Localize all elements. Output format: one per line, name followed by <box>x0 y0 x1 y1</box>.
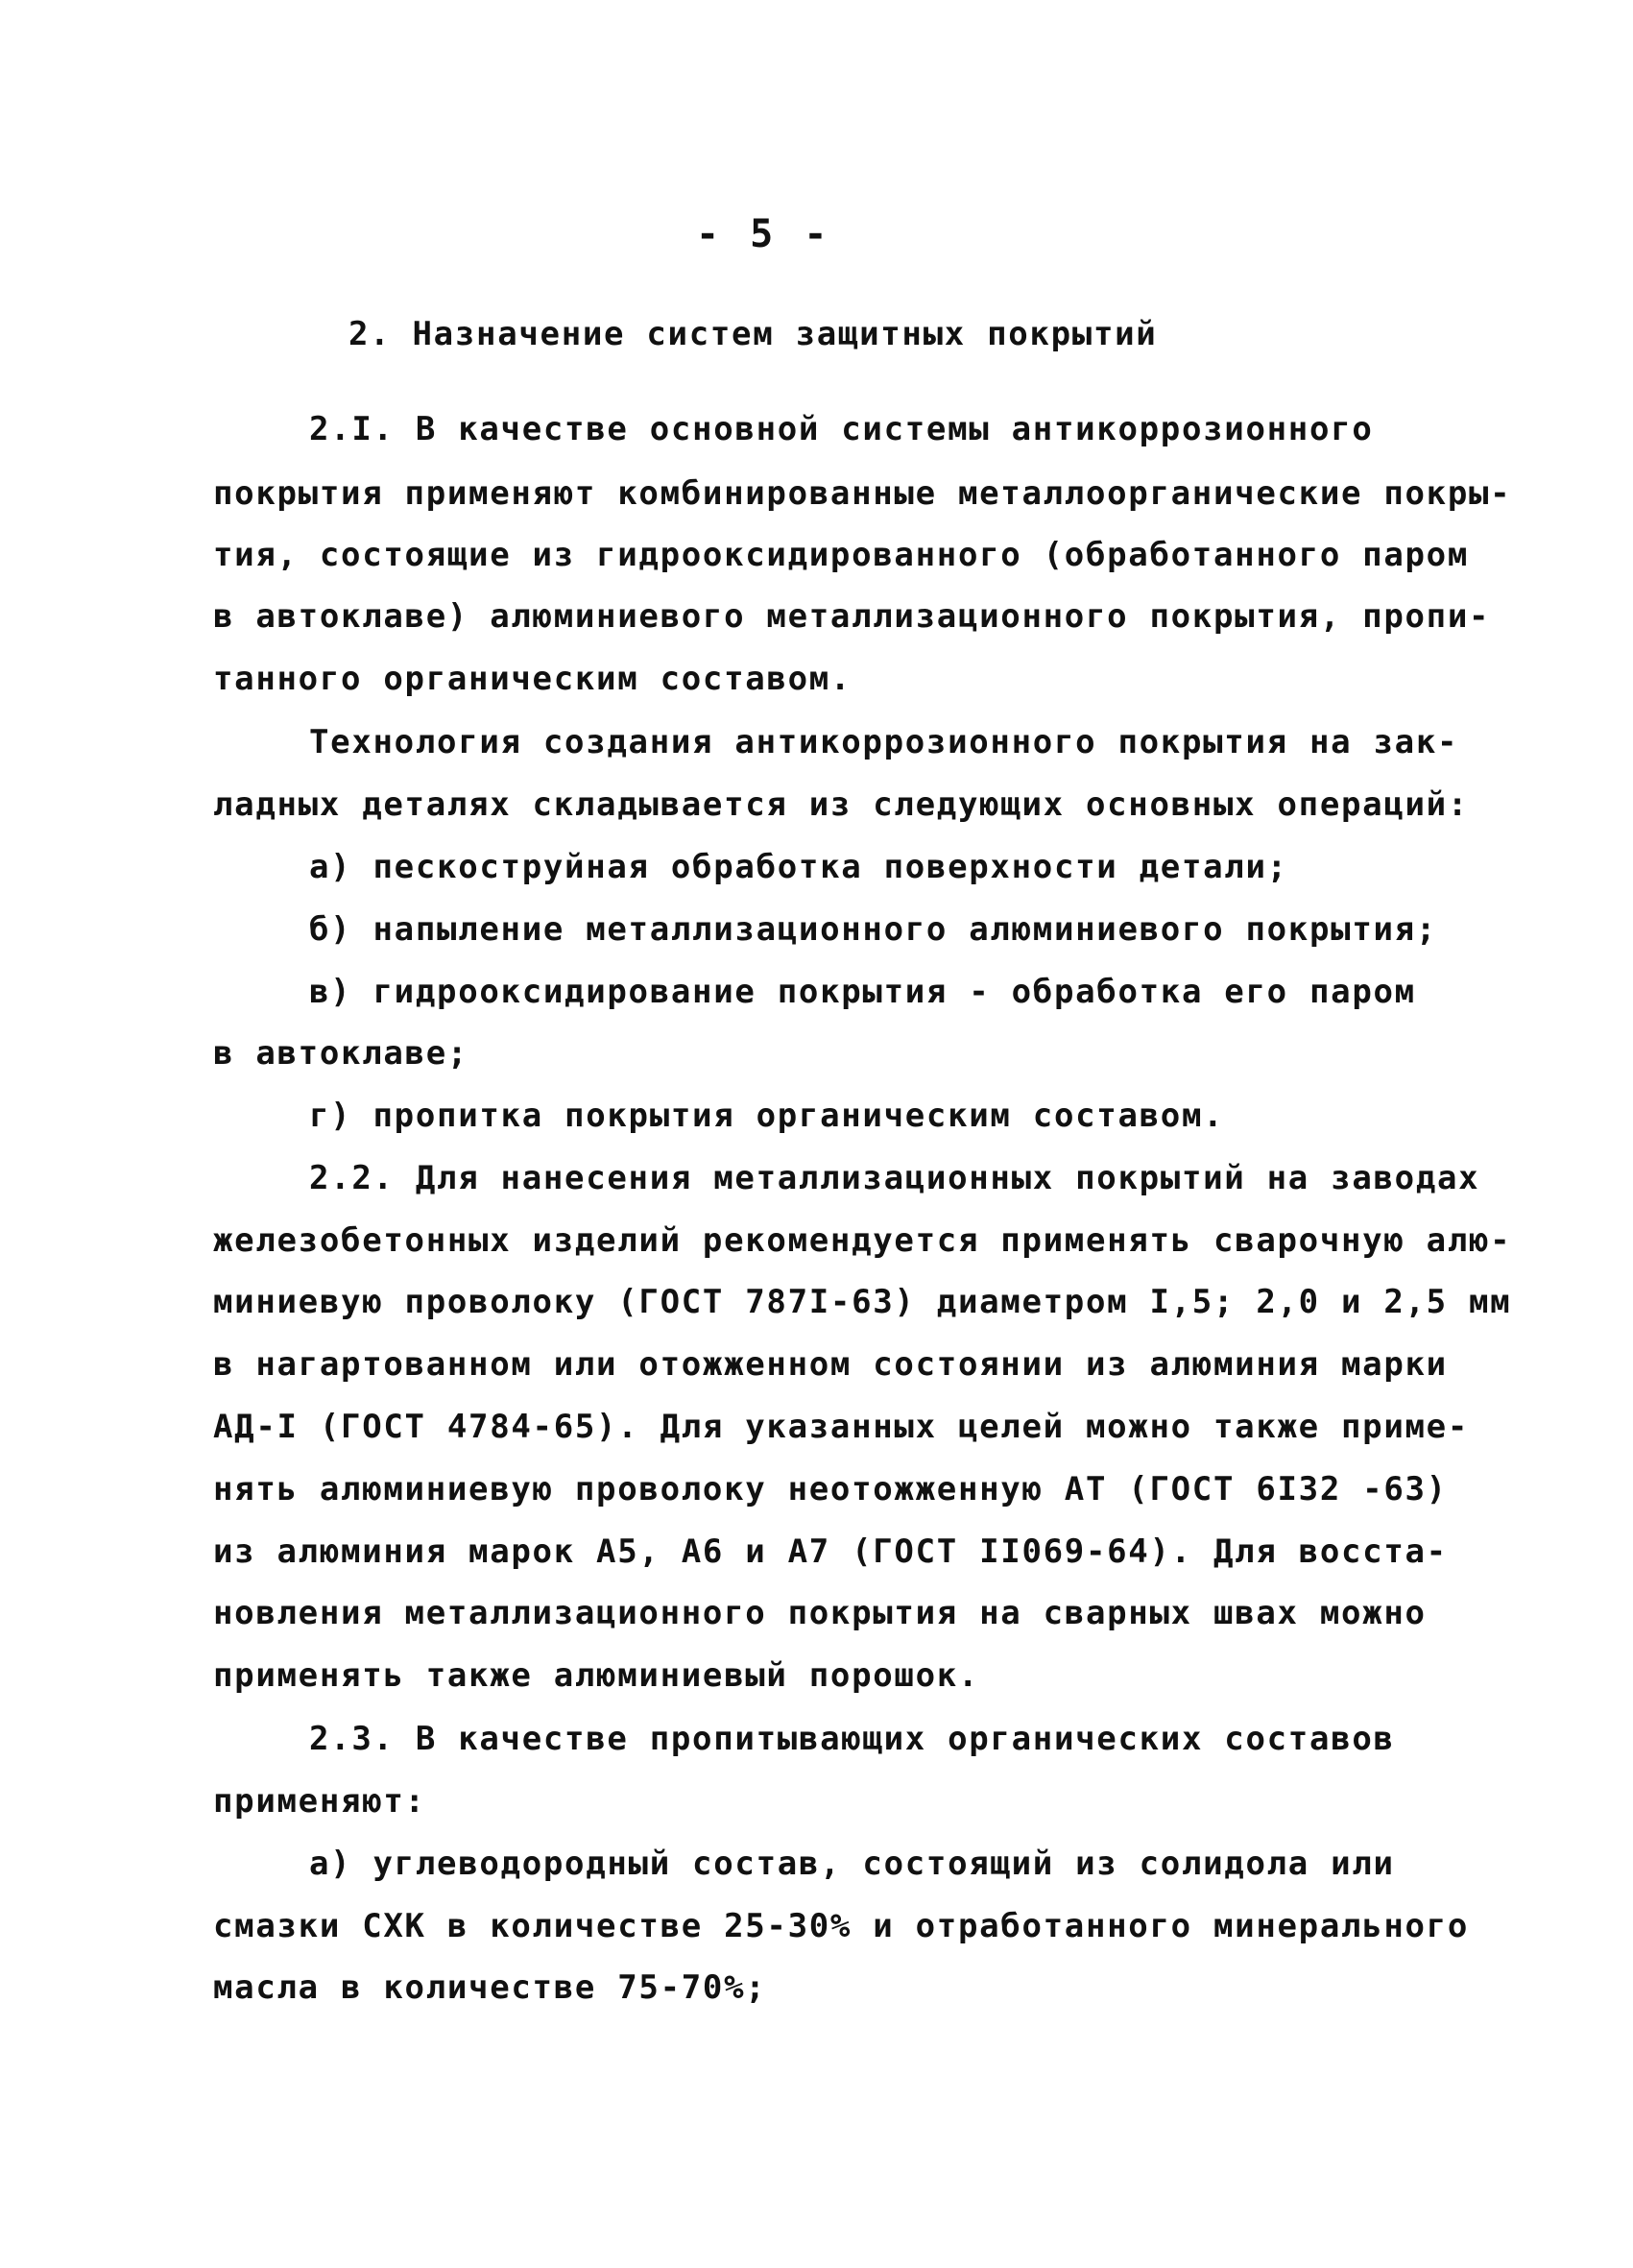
list-item: а) пескоструйная обработка поверхности детали; <box>309 848 1288 886</box>
text-line: 2.2. Для нанесения металлизационных покрытий на заводах <box>309 1159 1480 1197</box>
list-item: б) напыление металлизационного алюминиевого покрытия; <box>309 910 1437 949</box>
text-line: в автоклаве) алюминиевого металлизационного покрытия, пропи- <box>213 597 1491 636</box>
text-line: ладных деталях складывается из следующих основных операций: <box>213 785 1470 824</box>
text-line: танного органическим составом. <box>213 660 853 698</box>
list-item: г) пропитка покрытия органическим составом. <box>309 1097 1225 1135</box>
page-number: - 5 - <box>696 212 831 256</box>
section-heading: 2. Назначение систем защитных покрытий <box>348 315 1158 353</box>
text-line: в автоклаве; <box>213 1034 469 1073</box>
text-line: АД-I (ГОСТ 4784-65). Для указанных целей можно также приме- <box>213 1408 1470 1446</box>
text-line: новления металлизационного покрытия на сварных швах можно <box>213 1594 1427 1632</box>
text-line: применять также алюминиевый порошок. <box>213 1656 980 1695</box>
text-line: Технология создания антикоррозионного покрытия на зак- <box>309 723 1459 761</box>
text-line: миниевую проволоку (ГОСТ 787I-63) диаметром I,5; 2,0 и 2,5 мм <box>213 1283 1512 1321</box>
text-line: железобетонных изделий рекомендуется применять сварочную алю- <box>213 1221 1512 1260</box>
text-line: из алюминия марок А5, А6 и А7 (ГОСТ II069-64). Для восста- <box>213 1532 1448 1571</box>
text-line: масла в количестве 75-70%; <box>213 1968 767 2007</box>
text-line: тия, состоящие из гидрооксидированного (обработанного паром <box>213 536 1470 574</box>
text-line: смазки СХК в количестве 25-30% и отработанного минерального <box>213 1907 1470 1945</box>
list-item: в) гидрооксидирование покрытия - обработка его паром <box>309 973 1416 1011</box>
text-line: применяют: <box>213 1782 426 1821</box>
text-line: покрытия применяют комбинированные металлоорганические покры- <box>213 474 1512 513</box>
text-line: нять алюминиевую проволоку неотожженную АТ (ГОСТ 6I32 -63) <box>213 1470 1448 1508</box>
list-item: а) углеводородный состав, состоящий из солидола или <box>309 1845 1395 1883</box>
text-line: 2.3. В качестве пропитывающих органических составов <box>309 1720 1395 1758</box>
text-line: 2.I. В качестве основной системы антикоррозионного <box>309 410 1374 448</box>
text-line: в нагартованном или отожженном состоянии из алюминия марки <box>213 1345 1448 1384</box>
